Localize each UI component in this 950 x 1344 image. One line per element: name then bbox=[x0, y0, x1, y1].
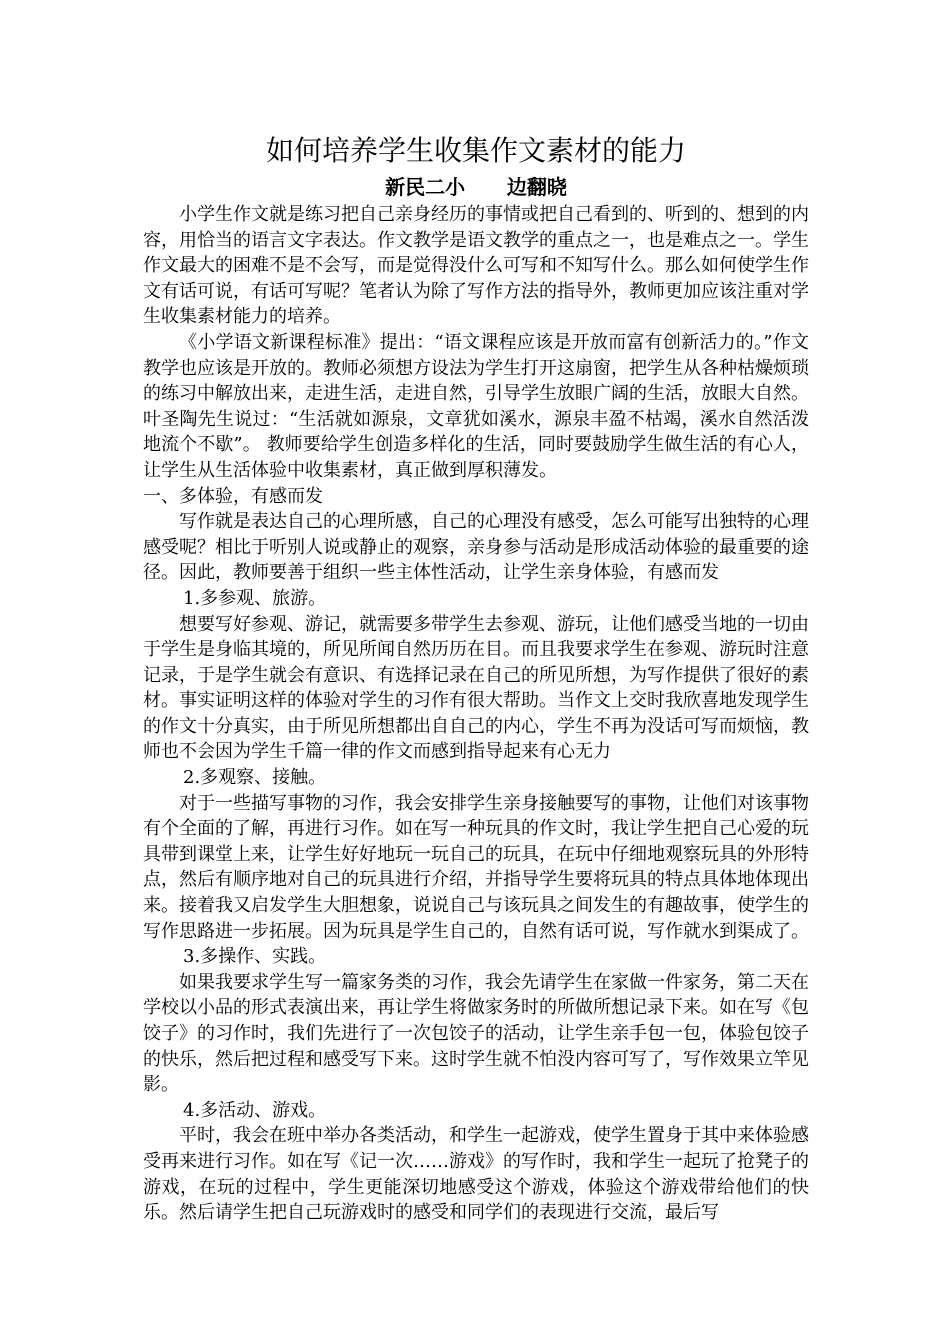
subsection-heading: 4.多活动、游戏。 bbox=[183, 1099, 327, 1121]
subsection-paragraph: 对于一些描写事物的习作，我会安排学生亲身接触要写的事物，让他们对该事物有个全面的了解，再进行习作。如在写一种玩具的作文时，我让学生把自己心爱的玩具带到课堂上来，让学生好好地玩一玩自己的玩具，在玩中仔细地观察玩具的外形特点，然后有顺序地对自己的玩具进行介绍，并指导学生要将玩具的特点具体地体现出来。接着我又启发学生大胆想象，说说自己与该玩具之间发生的有趣故事，使学生的写作思路进一步拓展。因为玩具是学生自己的，自然有话可说，写作就水到渠成了。 bbox=[143, 792, 809, 942]
document-body bbox=[143, 132, 809, 1226]
subsection-heading: 3.多操作、实践。 bbox=[183, 946, 327, 968]
subsection-paragraph: 想要写好参观、游记，就需要多带学生去参观、游玩，让他们感受当地的一切由于学生是身临其境的，所见所闻自然历历在目。而且我要求学生在参观、游玩时注意记录，于是学生就会有意识、有选择记录在自己的所见所想，为写作提供了很好的素材。事实证明这样的体验对学生的习作有很大帮助。当作文上交时我欣喜地发现学生的作文十分真实，由于所见所想都出自自己的内心，学生不再为没话可写而烦恼，教师也不会因为学生千篇一律的作文而感到指导起来有心无力 bbox=[143, 613, 809, 763]
paragraph-curriculum: 《小学语文新课程标准》提出：“语文课程应该是开放而富有创新活力的。”作文教学也应该是开放的。教师必须想方设法为学生打开这扇窗，把学生从各种枯燥烦琐的练习中解放出来，走进生活，走进自然，引导学生放眼广阔的生活，放眼大自然。叶圣陶先生说过：“生活就如源泉，文章犹如溪水，源泉丰盈不枯竭，溪水自然活泼地流个不歇”。 教师要给学生创造多样化的生活，同时要鼓励学生做生活的有心人，让学生从生活体验中收集素材，真正做到厚积薄发。 bbox=[143, 331, 809, 481]
document-title: 如何培养学生收集作文素材的能力 bbox=[265, 134, 686, 167]
subsection-heading: 2.多观察、接触。 bbox=[183, 767, 327, 789]
subsection-heading: 1.多参观、旅游。 bbox=[183, 587, 327, 609]
subsection-paragraph: 如果我要求学生写一篇家务类的习作，我会先请学生在家做一件家务，第二天在学校以小品的形式表演出来，再让学生将做家务时的所做所想记录下来。如在写《包饺子》的习作时，我们先进行了一次包饺子的活动，让学生亲手包一包，体验包饺子的快乐，然后把过程和感受写下来。这时学生就不怕没内容可写了，写作效果立竿见影。 bbox=[143, 971, 809, 1096]
author-byline: 新民二小 边翻晓 bbox=[385, 175, 567, 199]
subsection-paragraph: 平时，我会在班中举办各类活动，和学生一起游戏，使学生置身于其中来体验感受再来进行习作。如在写《记一次……游戏》的写作时，我和学生一起玩了抢凳子的游戏，在玩的过程中，学生更能深切地感受这个游戏，体验这个游戏带给他们的快乐。然后请学生把自己玩游戏时的感受和同学们的表现进行交流，最后写 bbox=[143, 1125, 809, 1224]
section-intro-paragraph: 写作就是表达自己的心理所感，自己的心理没有感受，怎么可能写出独特的心理感受呢？相比于听别人说或静止的观察，亲身参与活动是形成活动体验的最重要的途径。因此，教师要善于组织一些主体性活动，让学生亲身体验，有感而发 bbox=[143, 511, 809, 584]
section-heading: 一、多体验，有感而发 bbox=[143, 485, 323, 507]
paragraph-intro: 小学生作文就是练习把自己亲身经历的事情或把自己看到的、听到的、想到的内容，用恰当的语言文字表达。作文教学是语文教学的重点之一，也是难点之一。学生作文最大的困难不是不会写，而是觉得没什么可写和不知写什么。那么如何使学生作文有话可说，有话可写呢？笔者认为除了写作方法的指导外，教师更加应该注重对学生收集素材能力的培养。 bbox=[143, 204, 809, 328]
